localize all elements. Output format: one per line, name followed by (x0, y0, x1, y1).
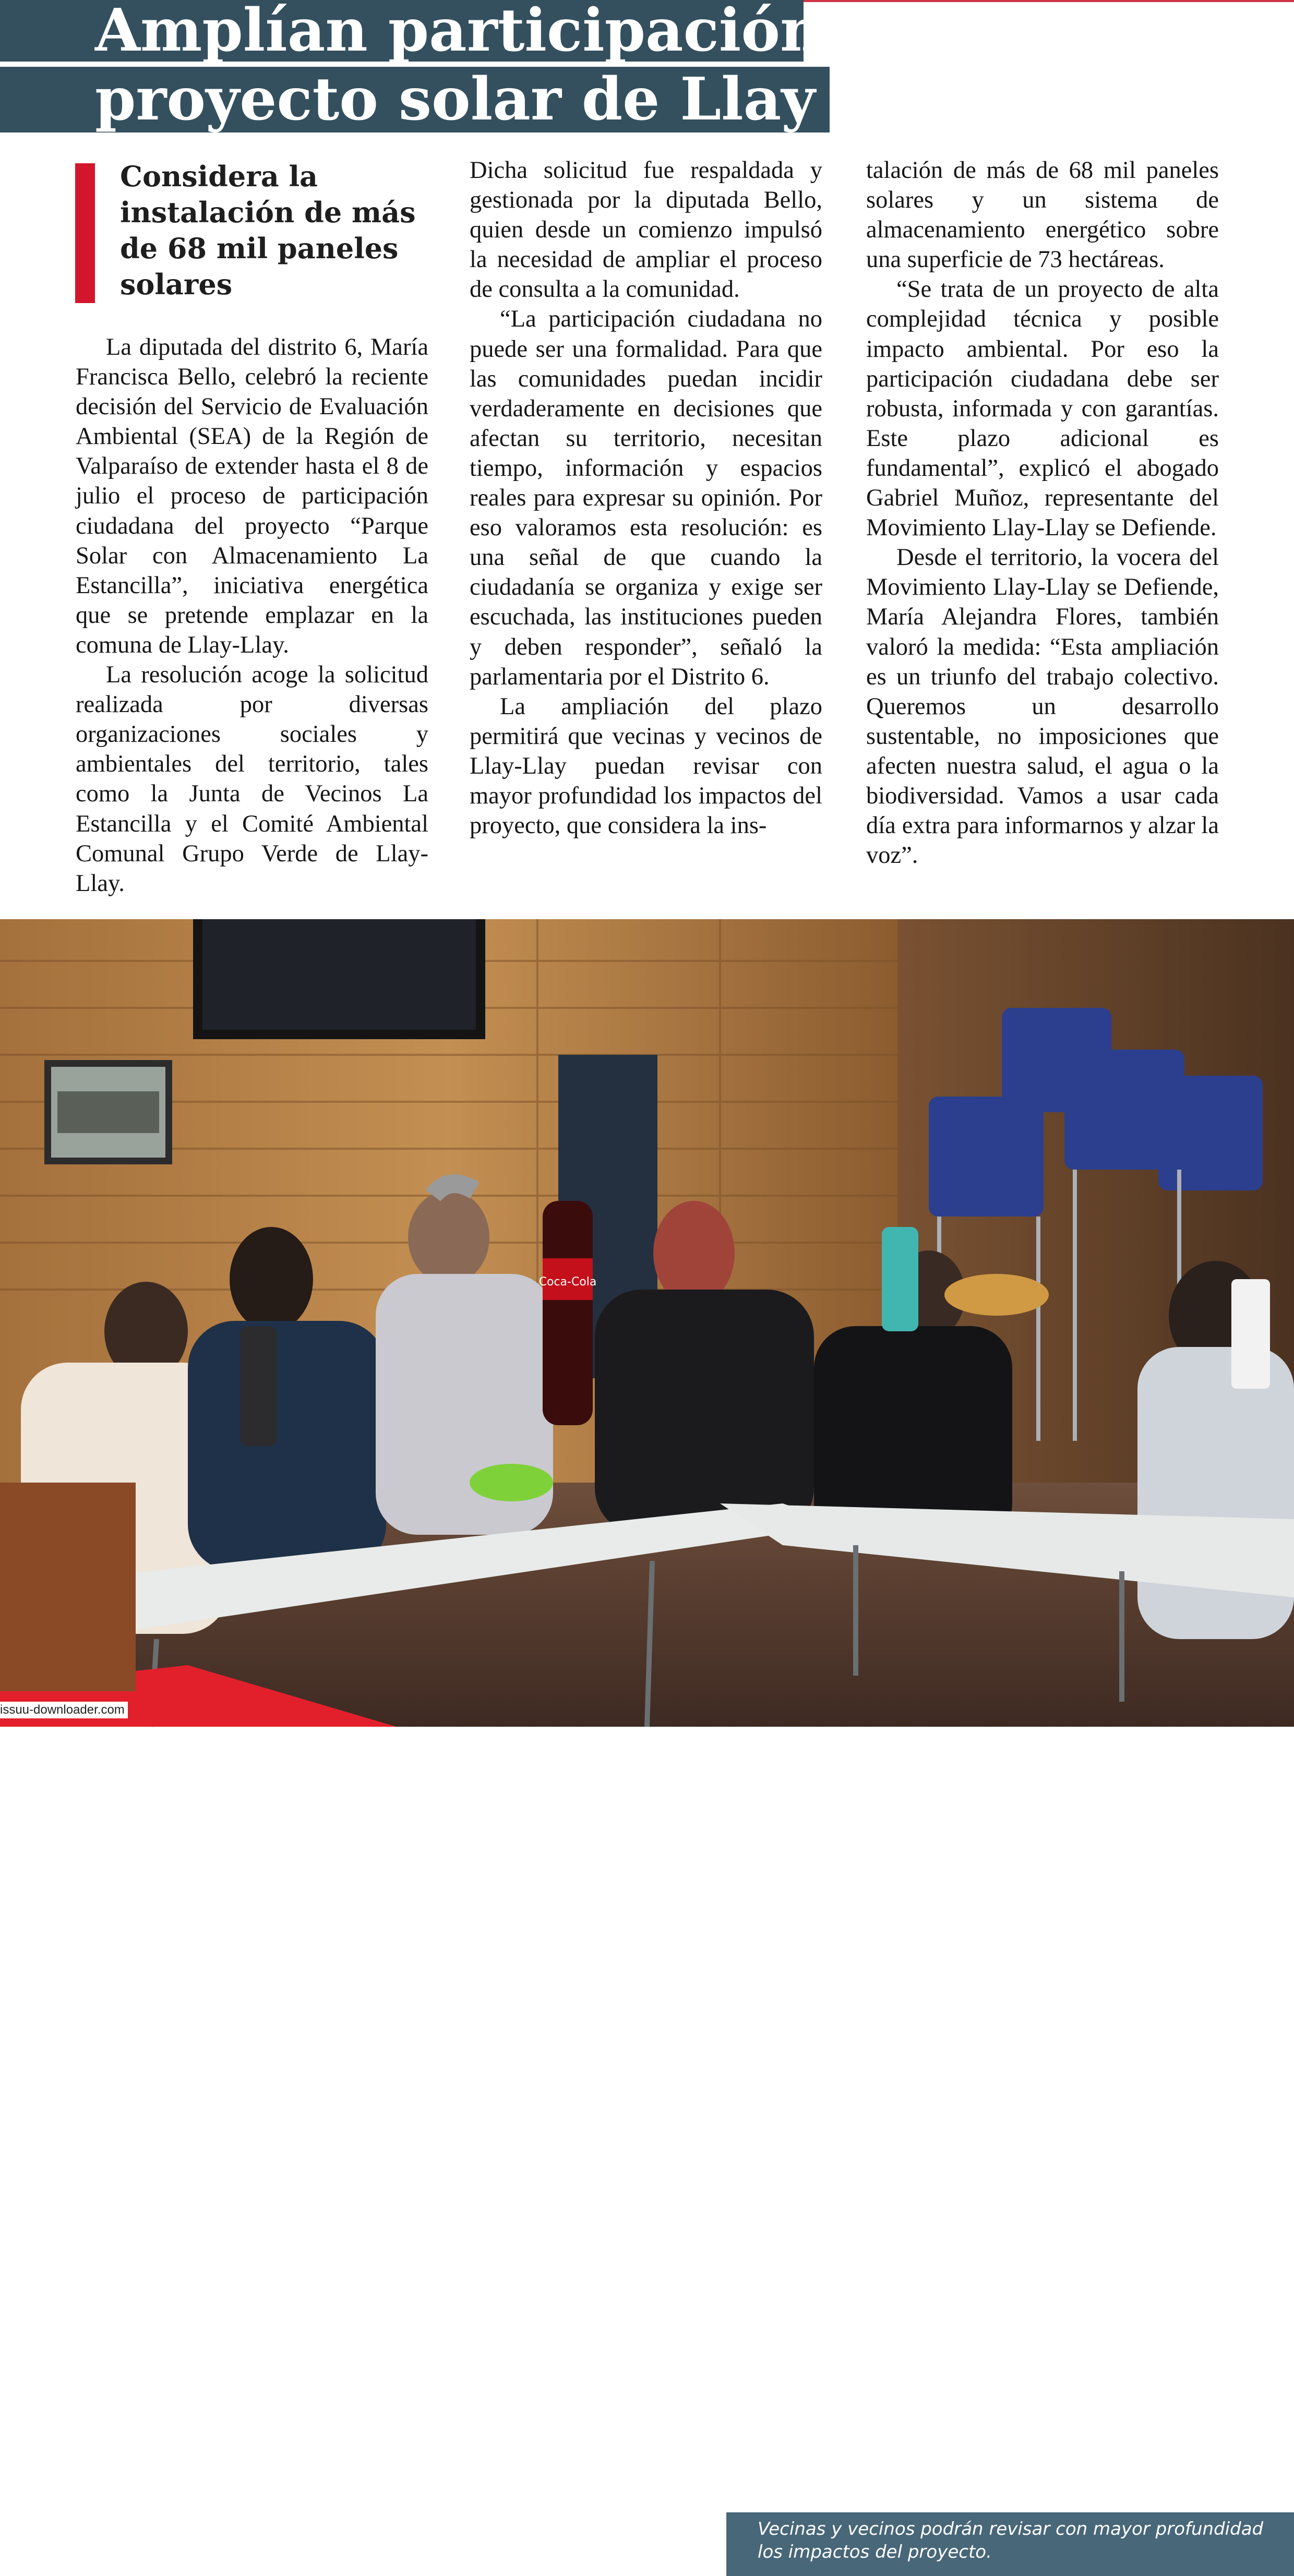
photo-caption (726, 2512, 1294, 2576)
bottle-label: Coca-Cola (538, 1275, 597, 1289)
article-column-2 (470, 155, 822, 840)
subhead: Considera la instalación de más de 68 mil paneles solares (120, 160, 416, 301)
watermark: issuu-downloader.com (0, 1702, 128, 1718)
paragraph: La ampliación del plazo permitirá que vecinas y vecinos de Llay-Llay puedan revisar con mayor profundidad los impactos del proyecto, que considera la ins- (470, 693, 822, 839)
headline-line-2: proyecto solar de Llay Llay (95, 65, 971, 134)
meeting-photo (0, 919, 1294, 2562)
paragraph: “La participación ciudadana no puede ser una formalidad. Para que las comunidades puedan incidir verdaderamente en decisiones que afectan su territorio, necesitan tiempo, información y espacios reales para expresar su opinión. Por eso valoramos esta resolución: es una señal de que cuando la ciudadanía se organiza y exige ser escuchada, las instituciones pueden y deben responder”, señaló la parlamentaria por el Distrito 6. (470, 306, 822, 690)
paragraph: “Se trata de un proyecto de alta complejidad técnica y posible impacto ambiental. Por eso la participación ciudadana debe ser robusta, informada y con garantías. Este plazo adicional es fundamental”, explicó el abogado Gabriel Muñoz, representante del Movimiento Llay-Llay se Defiende. (866, 276, 1219, 541)
paragraph: talación de más de 68 mil paneles solares y un sistema de almacenamiento energético sobre una superficie de 73 hectáreas. (866, 157, 1219, 273)
paragraph: Desde el territorio, la vocera del Movimiento Llay-Llay se Defiende, María Alejandra Flores, también valoró la medida: “Esta ampliación es un triunfo del trabajo colectivo. Queremos un desarrollo sustentable, no imposiciones que afecten nuestra salud, el agua o la biodiversidad. Vamos a usar cada día extra para informarnos y alzar la voz”. (866, 544, 1219, 869)
headline-line-2-bar (0, 65, 971, 134)
paragraph: Dicha solicitud fue respaldada y gestionada por la diputada Bello, quien desde un comienzo impulsó la necesidad de ampliar el proceso de consulta a la comunidad. (470, 157, 822, 303)
article-column-1 (76, 332, 428, 898)
headline-line-1-bar (0, 0, 923, 65)
article-column-3 (866, 155, 1219, 870)
meeting-photo-illustration (0, 919, 1294, 1727)
paragraph: La diputada del distrito 6, María Francisca Bello, celebró la reciente decisión del Servicio de Evaluación Ambiental (SEA) de la Región de Valparaíso de extender hasta el 8 de julio el proceso de participación ciudadana del proyecto “Parque Solar con Almacenamiento La Estancilla”, iniciativa energética que se pretende emplazar en la comuna de Llay-Llay. (76, 334, 428, 658)
headline-line-1: Amplían participación en (95, 0, 923, 65)
subhead-accent-bar (75, 163, 95, 303)
photo-caption-line-2: los impactos del proyecto. (758, 2542, 992, 2562)
paragraph: La resolución acoge la solicitud realizada por diversas organizaciones sociales y ambientales del territorio, tales como la Junta de Vecinos La Estancilla y el Comité Ambiental Comunal Grupo Verde de Llay-Llay. (76, 661, 428, 897)
photo-caption-line-1: Vecinas y vecinos podrán revisar con mayor profundidad (758, 2519, 1264, 2539)
